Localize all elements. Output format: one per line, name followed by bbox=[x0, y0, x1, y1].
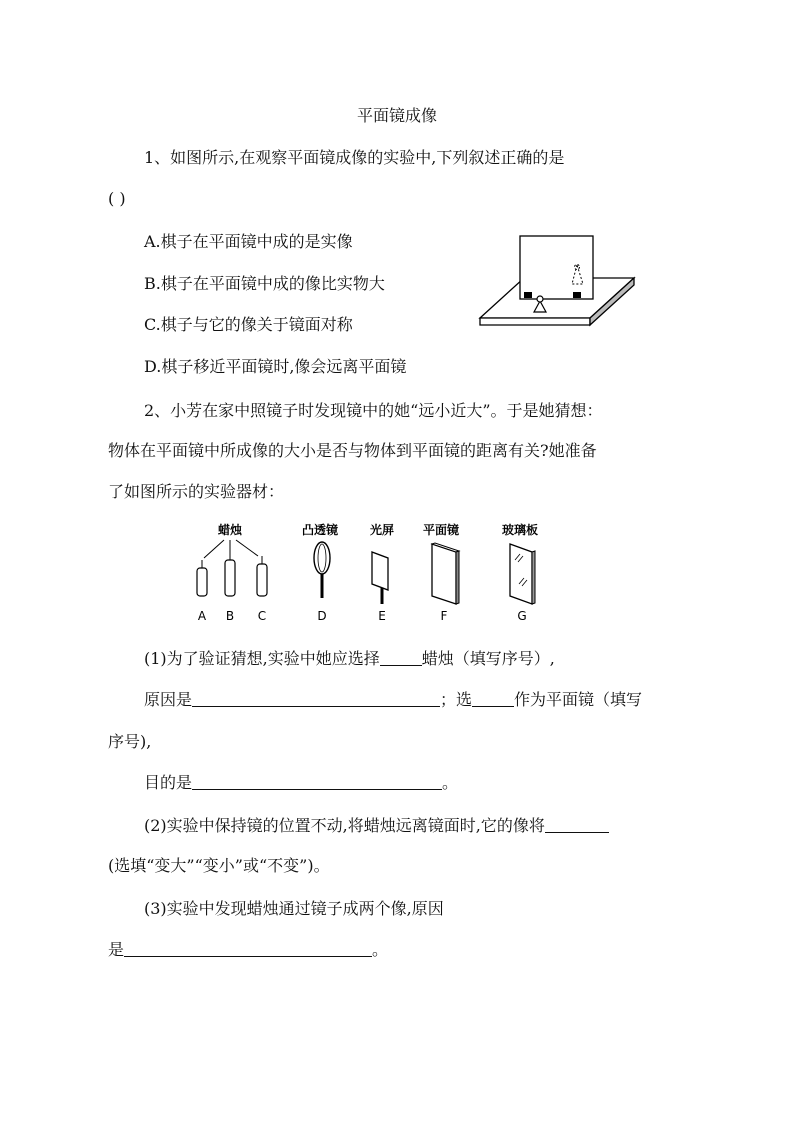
letter-b: B bbox=[225, 609, 235, 623]
q2-part1-line-2 bbox=[144, 690, 642, 710]
letter-e: E bbox=[378, 609, 386, 623]
answer-blank-reason[interactable] bbox=[192, 690, 440, 707]
q2-intro-line-2: 物体在平面镜中所成像的大小是否与物体到平面镜的距离有关?她准备 bbox=[108, 441, 597, 460]
q2-part1-text-a: (1)为了验证猜想,实验中她应选择 bbox=[144, 649, 380, 668]
letter-a: A bbox=[197, 609, 207, 623]
q2-part1-fill-note: 作为平面镜（填写 bbox=[514, 690, 643, 709]
plane-mirror-f bbox=[432, 543, 459, 604]
candle-c bbox=[257, 556, 267, 596]
q2-part2-line-1 bbox=[144, 816, 609, 836]
letter-f: F bbox=[440, 609, 448, 623]
q2-part1-select-label: ；选 bbox=[440, 690, 473, 709]
glass-plate-g bbox=[510, 544, 535, 604]
q2-part3-text: 是 bbox=[108, 940, 125, 959]
candle-b bbox=[225, 552, 235, 596]
equipment-figure bbox=[188, 518, 558, 624]
q1-option-c: C.棋子与它的像关于镜面对称 bbox=[144, 315, 353, 334]
q2-intro-line-1: 2、小芳在家中照镜子时发现镜中的她“远小近大”。于是她猜想： bbox=[144, 401, 603, 420]
q2-part1-text-b: 蜡烛（填写序号）, bbox=[421, 649, 555, 668]
letter-g: G bbox=[517, 609, 527, 623]
mirror-experiment-figure bbox=[476, 230, 640, 334]
q1-option-d: D.棋子移近平面镜时,像会远离平面镜 bbox=[144, 357, 407, 376]
letter-c: C bbox=[257, 609, 267, 623]
q1-answer-paren: ( ) bbox=[108, 189, 126, 208]
answer-blank-candle-choice[interactable] bbox=[380, 649, 422, 666]
label-screen: 光屏 bbox=[369, 523, 395, 537]
light-screen-e bbox=[372, 552, 388, 604]
q1-option-a: A.棋子在平面镜中成的是实像 bbox=[144, 232, 353, 251]
answer-blank-purpose[interactable] bbox=[192, 773, 442, 790]
label-plane-mirror: 平面镜 bbox=[422, 523, 460, 537]
q1-option-b: B.棋子在平面镜中成的像比实物大 bbox=[144, 274, 385, 293]
q2-part3-line-2 bbox=[108, 940, 388, 960]
q2-part2-line-2: (选填“变大”“变小”或“不变”)。 bbox=[108, 856, 330, 875]
q2-part3-line-1: (3)实验中发现蜡烛通过镜子成两个像,原因 bbox=[144, 899, 444, 918]
q2-part2-text: (2)实验中保持镜的位置不动,将蜡烛远离镜面时,它的像将 bbox=[144, 816, 545, 835]
q2-part1-line-1 bbox=[144, 649, 555, 669]
label-convex-lens: 凸透镜 bbox=[301, 523, 339, 537]
q2-part3-period: 。 bbox=[372, 940, 389, 959]
label-glass-plate: 玻璃板 bbox=[501, 523, 539, 537]
q2-part1-purpose-label: 目的是 bbox=[144, 773, 193, 792]
answer-blank-mirror-choice[interactable] bbox=[472, 690, 514, 707]
letter-d: D bbox=[317, 609, 327, 623]
q2-part1-line-3: 序号), bbox=[108, 732, 152, 751]
q2-intro-line-3: 了如图所示的实验器材： bbox=[108, 482, 285, 501]
answer-blank-two-images-reason[interactable] bbox=[124, 940, 372, 957]
convex-lens-d bbox=[314, 542, 330, 598]
q2-part1-period: 。 bbox=[442, 773, 459, 792]
q1-stem: 1、如图所示,在观察平面镜成像的实验中,下列叙述正确的是 bbox=[144, 148, 565, 167]
q2-part1-reason-label: 原因是 bbox=[144, 690, 193, 709]
answer-blank-image-change[interactable] bbox=[545, 816, 609, 833]
candle-a bbox=[197, 560, 207, 596]
label-candles: 蜡烛 bbox=[217, 523, 243, 537]
q2-part1-line-4 bbox=[144, 773, 458, 793]
page-title: 平面镜成像 bbox=[356, 106, 437, 125]
